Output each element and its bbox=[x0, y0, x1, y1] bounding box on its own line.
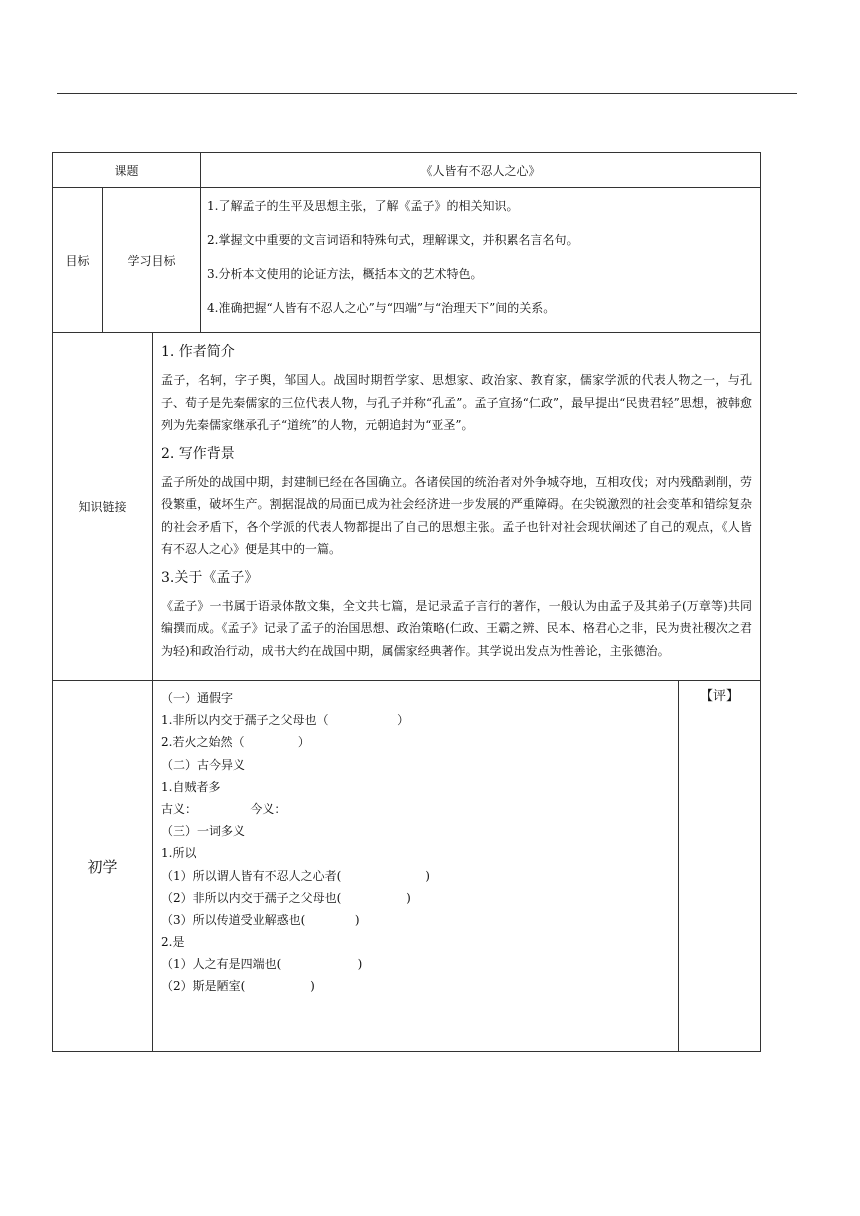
study-line: （三）一词多义 bbox=[161, 824, 246, 839]
goal-row bbox=[53, 188, 761, 333]
goal-item: 3.分析本文使用的论证方法，概括本文的艺术特色。 bbox=[207, 267, 483, 281]
about-book-heading: 3.关于《孟子》 bbox=[161, 569, 259, 586]
study-label: 初学 bbox=[53, 681, 153, 1052]
background-heading: 2. 写作背景 bbox=[161, 445, 235, 462]
background-text: 孟子所处的战国中期，封建制已经在各国确立。各诸侯国的统治者对外争城夺地，互相攻伐；对内残酷剥削，劳役繁重，破坏生产。割据混战的局面已成为社会经济进一步发展的严重障碍。在尖锐激烈的社会变革和错综复杂的社会矛盾下，各个学派的代表人物都提出了自己的思想主张。孟子也针对社会现状阐述了自己的观点，《人皆有不忍人之心》便是其中的一篇。 bbox=[161, 474, 753, 556]
study-line: 1.非所以内交于孺子之父母也（ ） bbox=[161, 713, 410, 728]
lesson-plan-table bbox=[52, 152, 761, 1052]
review-column: 【评】 bbox=[679, 681, 761, 1052]
study-row bbox=[53, 681, 761, 1052]
knowledge-row bbox=[53, 333, 761, 681]
goal-sublabel: 学习目标 bbox=[103, 188, 201, 333]
goal-item: 2.掌握文中重要的文言词语和特殊句式，理解课文，并积累名言名句。 bbox=[207, 233, 579, 247]
study-line: （2）斯是陋室( ) bbox=[161, 979, 315, 994]
goal-list bbox=[201, 188, 761, 333]
study-line: （二）古今异义 bbox=[161, 757, 246, 772]
knowledge-content bbox=[153, 333, 761, 681]
knowledge-label: 知识链接 bbox=[53, 333, 153, 681]
author-text: 孟子，名轲，字子舆，邹国人。战国时期哲学家、思想家、政治家、教育家，儒家学派的代表人物之一，与孔子、荀子是先秦儒家的三位代表人物，与孔子并称“孔孟”。孟子宣扬“仁政”，最早提出“民贵君轻”思想，被韩愈列为先秦儒家继承孔子“道统”的人物，元朝追封为“亚圣”。 bbox=[161, 373, 753, 432]
study-line: 2.若火之始然（ ） bbox=[161, 735, 310, 750]
title-value: 《人皆有不忍人之心》 bbox=[201, 153, 761, 188]
study-line: 1.所以 bbox=[161, 846, 197, 861]
study-line: （3）所以传道受业解惑也( ) bbox=[161, 912, 360, 927]
study-line: （2）非所以内交于孺子之父母也( ) bbox=[161, 890, 411, 905]
study-line: 1.自贼者多 bbox=[161, 779, 221, 794]
header-rule bbox=[57, 93, 797, 94]
goal-label: 目标 bbox=[53, 188, 103, 333]
goal-item: 4.准确把握“人皆有不忍人之心”与“四端”与“治理天下”间的关系。 bbox=[207, 301, 556, 315]
author-heading: 1. 作者简介 bbox=[161, 344, 235, 360]
study-line: （1）人之有是四端也( ) bbox=[161, 957, 363, 972]
study-line: （1）所以谓人皆有不忍人之心者( ) bbox=[161, 868, 430, 883]
goal-item: 1.了解孟子的生平及思想主张，了解《孟子》的相关知识。 bbox=[207, 199, 519, 213]
study-content bbox=[153, 681, 679, 1052]
study-line: （一）通假字 bbox=[161, 691, 234, 705]
title-row bbox=[53, 153, 761, 188]
title-label: 课题 bbox=[53, 153, 201, 188]
about-book-text: 《孟子》一书属于语录体散文集，全文共七篇，是记录孟子言行的著作，一般认为由孟子及其弟子(万章等)共同编撰而成。《孟子》记录了孟子的治国思想、政治策略(仁政、王霸之辨、民本、格君心之非，民为贵社稷次之君为轻)和政治行动，成书大约在战国中期，属儒家经典著作。其学说出发点为性善论，主张德治。 bbox=[161, 598, 753, 658]
study-line: 2.是 bbox=[161, 935, 185, 950]
study-line: 古义： 今义： bbox=[161, 801, 287, 816]
